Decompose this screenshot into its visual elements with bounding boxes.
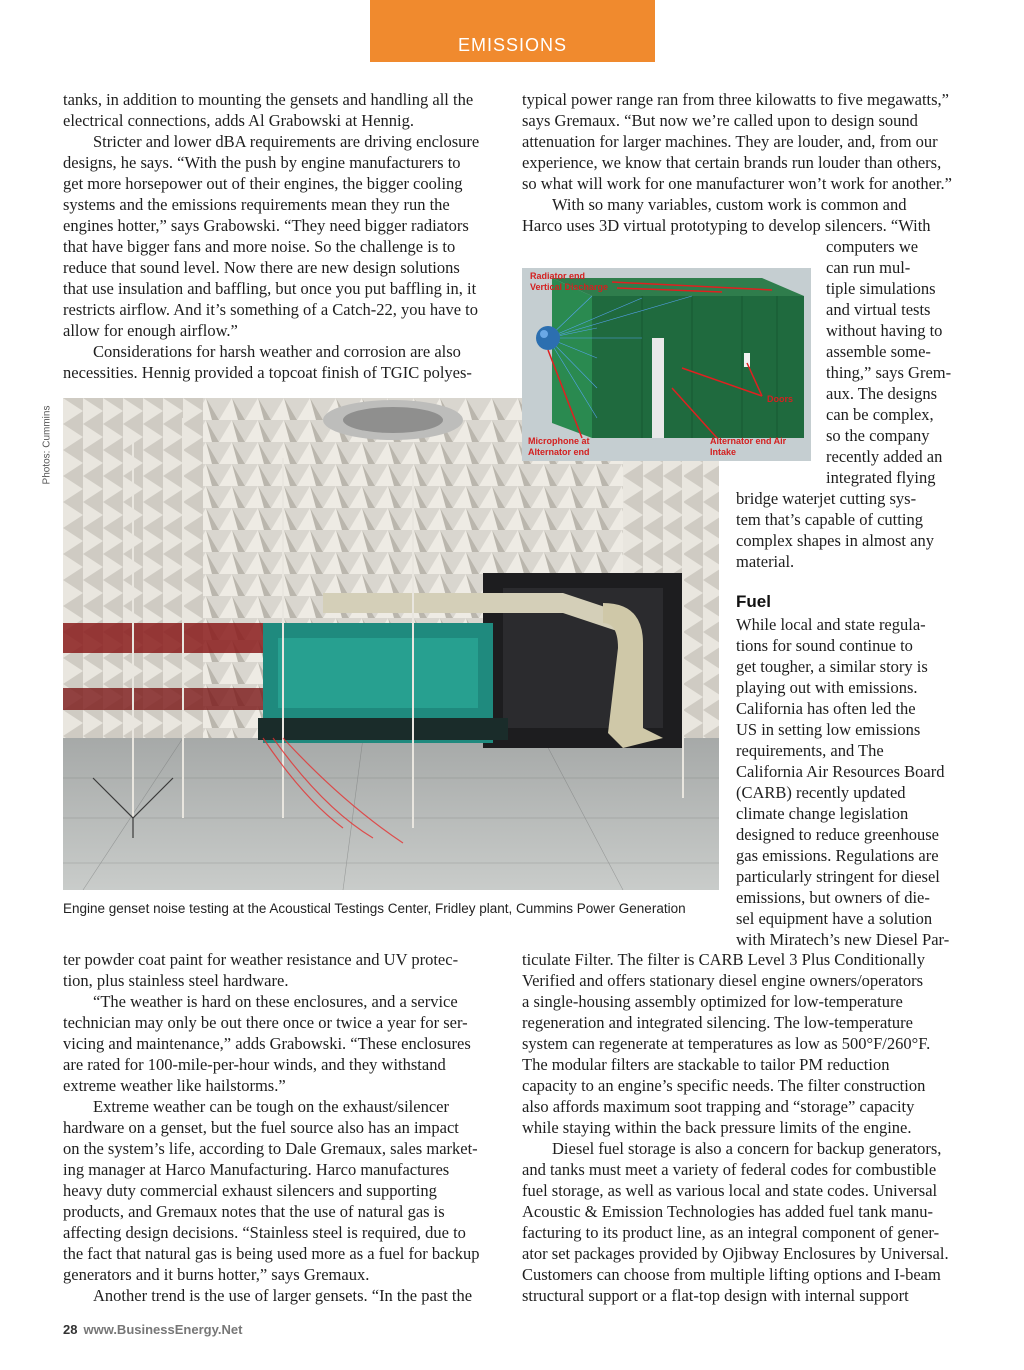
text-line: complex shapes in almost any xyxy=(736,531,934,550)
text-line: California has often led the xyxy=(736,699,916,718)
photo-credit-text: Photos: Cummins xyxy=(41,405,53,485)
text-line: experience, we know that certain brands run louder than others, xyxy=(522,153,942,172)
text-line: get more horsepower out of their engines, the bigger cooling xyxy=(63,174,463,193)
text-line: while staying within the back pressure limits of the engine. xyxy=(522,1118,912,1137)
text-line: sel equipment have a solution xyxy=(736,909,933,928)
text-line: engines hotter,” says Grabowski. “They need bigger radiators xyxy=(63,216,469,235)
photo-caption: Engine genset noise testing at the Acoustical Testings Center, Fridley plant, Cummins Power Generation xyxy=(63,901,686,916)
text-line: particularly stringent for diesel xyxy=(736,867,940,886)
section-label: EMISSIONS xyxy=(457,35,568,55)
diagram-label: Microphone at xyxy=(528,436,590,446)
text-line: ator set packages provided by Ojibway Enclosures by Universal. xyxy=(522,1244,949,1263)
text-line: structural support or a flat-top design with internal support xyxy=(522,1286,909,1305)
diagram-label: Intake xyxy=(710,447,737,457)
genset-photo-illustration xyxy=(63,398,719,890)
text-line: thing,” says Grem- xyxy=(826,363,952,382)
fuel-heading: Fuel xyxy=(736,592,771,611)
text-line: are rated for 100-mile-per-hour winds, and they withstand xyxy=(63,1055,446,1074)
diagram-label: Alternator end xyxy=(528,447,590,457)
page-footer xyxy=(63,1322,242,1337)
diagram-label: Doors xyxy=(767,394,794,404)
column-1-top xyxy=(63,89,503,383)
text-line: designs, he says. “With the push by engine manufacturers to xyxy=(63,153,461,172)
text-line: climate change legislation xyxy=(736,804,909,823)
text-line: Considerations for harsh weather and corrosion are also xyxy=(93,342,461,361)
text-line: fuel storage, as well as various local and state codes. Universal xyxy=(522,1181,938,1200)
text-line: typical power range ran from three kilowatts to five megawatts,” xyxy=(522,90,950,109)
text-line: products, and Gremaux notes that the use of natural gas is xyxy=(63,1202,445,1221)
text-line: tem that’s capable of cutting xyxy=(736,510,923,529)
text-line: that have bigger fans and more noise. So the challenge is to xyxy=(63,237,456,256)
diagram-label: Alternator end Air xyxy=(710,436,787,446)
text-line: system can regenerate at temperatures as low as 500°F/260°F. xyxy=(522,1034,931,1053)
text-line: bridge waterjet cutting sys- xyxy=(736,489,917,508)
text-line: technician may only be out there once or twice a year for ser- xyxy=(63,1013,468,1032)
text-line: so the company xyxy=(826,426,930,445)
text-line: Harco uses 3D virtual prototyping to develop silencers. “With xyxy=(522,216,931,235)
text-line: ing manager at Harco Manufacturing. Harco manufactures xyxy=(63,1160,450,1179)
text-line: get tougher, a similar story is xyxy=(736,657,928,676)
text-line: Diesel fuel storage is also a concern for backup generators, xyxy=(552,1139,942,1158)
text-line: requirements, and The xyxy=(736,741,884,760)
text-line: so what will work for one manufacturer won’t work for another.” xyxy=(522,174,952,193)
text-line: assemble some- xyxy=(826,342,931,361)
text-line: necessities. Hennig provided a topcoat finish of TGIC polyes- xyxy=(63,363,472,382)
text-line: aux. The designs xyxy=(826,384,938,403)
footer-url: www.BusinessEnergy.Net xyxy=(83,1322,243,1337)
text-line: systems and the emissions requirements mean they run the xyxy=(63,195,450,214)
text-line: heavy duty commercial exhaust silencers and supporting xyxy=(63,1181,437,1200)
text-line: with Miratech’s new Diesel Par- xyxy=(736,930,950,949)
text-line: playing out with emissions. xyxy=(736,678,918,697)
column-1-bottom xyxy=(63,949,503,1306)
prototype-diagram xyxy=(522,268,811,461)
column-2-bottom xyxy=(522,949,962,1306)
text-line: says Gremaux. “But now we’re called upon to design sound xyxy=(522,111,918,130)
text-line: generators and it burns hotter,” says Gremaux. xyxy=(63,1265,370,1284)
text-line: With so many variables, custom work is common and xyxy=(552,195,907,214)
text-line: extreme weather like hailstorms.” xyxy=(63,1076,286,1095)
text-line: The modular filters are stackable to tailor PM reduction xyxy=(522,1055,890,1074)
text-line: regeneration and integrated silencing. The low-temperature xyxy=(522,1013,913,1032)
fuel-section xyxy=(736,614,966,950)
text-line: Another trend is the use of larger gensets. “In the past the xyxy=(93,1286,473,1305)
text-line: tions for sound continue to xyxy=(736,636,913,655)
text-line: material. xyxy=(736,552,795,571)
text-line: While local and state regula- xyxy=(736,615,926,634)
prototype-diagram-illustration xyxy=(522,268,811,461)
photo-credit xyxy=(40,405,54,485)
text-line: California Air Resources Board xyxy=(736,762,945,781)
text-line: facturing to its product line, as an integral component of gener- xyxy=(522,1223,940,1242)
text-line: designed to reduce greenhouse xyxy=(736,825,939,844)
text-line: “The weather is hard on these enclosures, and a service xyxy=(93,992,458,1011)
genset-photo xyxy=(63,398,719,890)
text-line: restricts airflow. And it’s something of a Catch-22, you have to xyxy=(63,300,479,319)
text-line: Stricter and lower dBA requirements are driving enclosure xyxy=(93,132,480,151)
text-line: without having to xyxy=(826,321,943,340)
text-line: and tanks must meet a variety of federal codes for combustible xyxy=(522,1160,937,1179)
column-2-beside-diagram xyxy=(826,236,966,488)
text-line: that use insulation and baffling, but once you put baffling in, it xyxy=(63,279,477,298)
text-line: tiple simulations xyxy=(826,279,936,298)
column-2-under-diagram xyxy=(736,488,966,572)
text-line: ticulate Filter. The filter is CARB Level 3 Plus Conditionally xyxy=(522,950,925,969)
text-line: the fact that natural gas is being used more as a fuel for backup xyxy=(63,1244,480,1263)
text-line: (CARB) recently updated xyxy=(736,783,906,802)
text-line: Verified and offers stationary diesel engine owners/operators xyxy=(522,971,924,990)
diagram-label: Radiator end xyxy=(530,271,586,281)
text-line: integrated flying xyxy=(826,468,936,487)
text-line: reduce that sound level. Now there are new design solutions xyxy=(63,258,460,277)
text-line: can be complex, xyxy=(826,405,934,424)
text-line: Extreme weather can be tough on the exhaust/silencer xyxy=(93,1097,449,1116)
text-line: also affords maximum soot trapping and “storage” capacity xyxy=(522,1097,915,1116)
text-line: tion, plus stainless steel hardware. xyxy=(63,971,289,990)
text-line: vicing and maintenance,” adds Grabowski. “These enclosures xyxy=(63,1034,471,1053)
text-line: affecting design decisions. “Stainless steel is required, due to xyxy=(63,1223,466,1242)
text-line: and virtual tests xyxy=(826,300,931,319)
text-line: a single-housing assembly optimized for low-temperature xyxy=(522,992,903,1011)
text-line: recently added an xyxy=(826,447,943,466)
text-line: on the system’s life, according to Dale Gremaux, sales market- xyxy=(63,1139,478,1158)
text-line: gas emissions. Regulations are xyxy=(736,846,939,865)
text-line: allow for enough airflow.” xyxy=(63,321,238,340)
section-tab xyxy=(370,0,655,62)
text-line: emissions, but owners of die- xyxy=(736,888,930,907)
page-number: 28 xyxy=(63,1322,78,1337)
text-line: can run mul- xyxy=(826,258,911,277)
text-line: US in setting low emissions xyxy=(736,720,921,739)
text-line: tanks, in addition to mounting the gensets and handling all the xyxy=(63,90,474,109)
text-line: ter powder coat paint for weather resistance and UV protec- xyxy=(63,950,459,969)
text-line: computers we xyxy=(826,237,919,256)
text-line: Acoustic & Emission Technologies has added fuel tank manu- xyxy=(522,1202,933,1221)
text-line: electrical connections, adds Al Grabowski at Hennig. xyxy=(63,111,414,130)
column-2-top xyxy=(522,89,962,236)
diagram-label: Vertical Discharge xyxy=(530,282,609,292)
text-line: capacity to an engine’s specific needs. The filter construction xyxy=(522,1076,926,1095)
text-line: attenuation for larger machines. They are louder, and, from our xyxy=(522,132,938,151)
text-line: hardware on a genset, but the fuel source also has an impact xyxy=(63,1118,459,1137)
text-line: Customers can choose from multiple lifting options and I-beam xyxy=(522,1265,941,1284)
